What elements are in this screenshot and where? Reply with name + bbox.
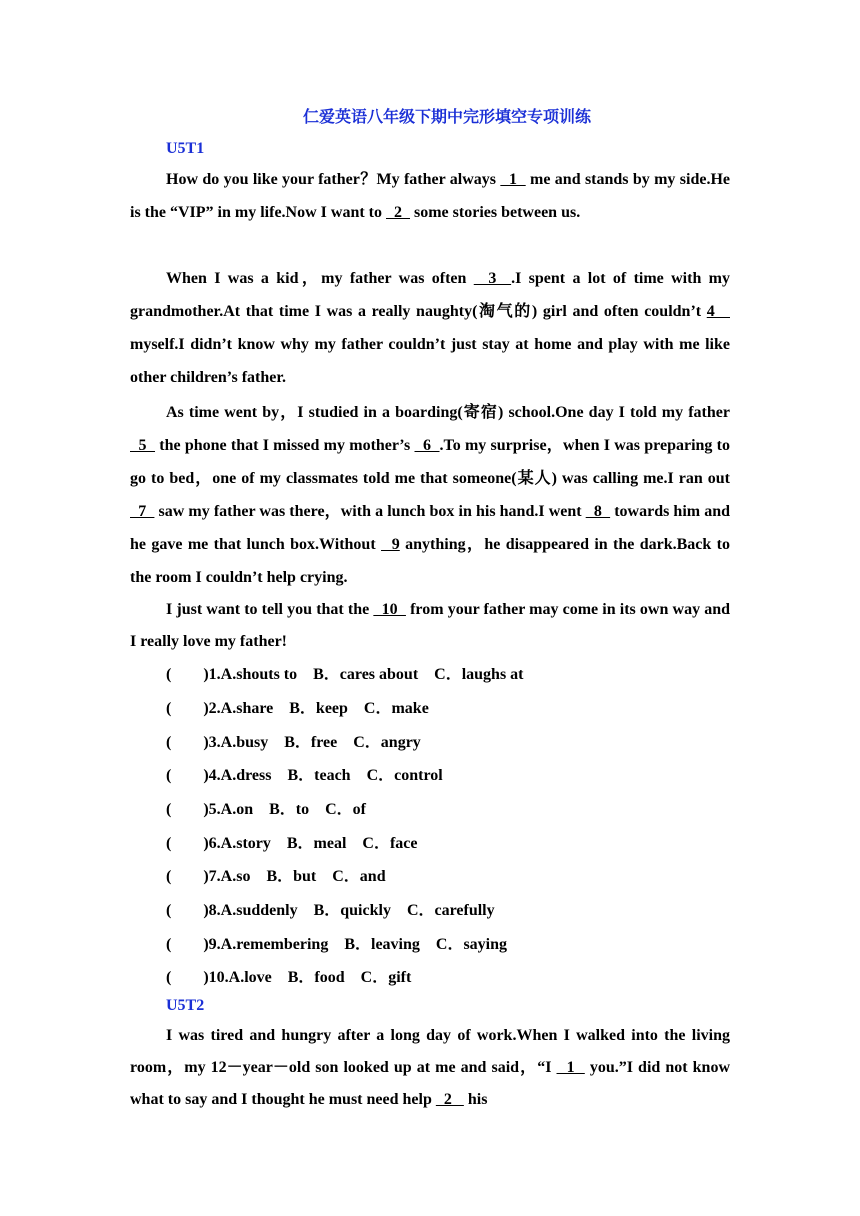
passage-text: saw my father was there，with a lunch box in his hand.I went [154, 503, 586, 520]
answer-blank: 7 [130, 503, 155, 520]
answer-blank: 9 [381, 536, 400, 553]
passage-text: When I was a kid，my father was often [166, 270, 474, 287]
option-line: ( )2.A.share B．keep C．make [166, 700, 429, 717]
passage-text: .To my surprise，when I was preparing to go to bed，one of my classmates told me that someone(某人) was calling me.I ran out [130, 437, 731, 487]
section-heading-u5t2: U5T2 [166, 997, 205, 1014]
passage-text: .I spent a lot of time with my grandmother.At that time I was a really naughty(淘气的) girl and often couldn’t [130, 270, 731, 320]
option-line: ( )5.A.on B．to C．of [166, 801, 366, 818]
answer-blank: 4 [706, 303, 730, 320]
passage-paragraph [130, 163, 730, 229]
document-title: 仁爱英语八年级下期中完形填空专项训练 [302, 107, 591, 126]
passage-paragraph [130, 1020, 730, 1116]
option-line: ( )1.A.shouts to B．cares about C．laughs at [166, 666, 524, 683]
option-line: ( )10.A.love B．food C．gift [166, 969, 412, 986]
passage-text: towards him and he gave me that lunch box.Without [130, 503, 731, 553]
answer-blank: 2 [435, 1091, 464, 1108]
answer-blank: 10 [373, 601, 406, 618]
answer-blank: 1 [500, 171, 526, 188]
answer-blank: 8 [585, 503, 611, 520]
option-line: ( )4.A.dress B．teach C．control [166, 767, 443, 784]
option-line: ( )8.A.suddenly B．quickly C．carefully [166, 902, 495, 919]
passage-text: you.”I did not know what to say and I thought he must need help [130, 1059, 731, 1108]
passage-text: anything，he disappeared in the dark.Back to the room I couldn’t help crying. [130, 536, 731, 586]
option-line: ( )3.A.busy B．free C．angry [166, 734, 421, 751]
passage-text: his [463, 1091, 488, 1108]
passage-text: me and stands by my side.He is the “VIP” in my life.Now I want to [130, 171, 730, 221]
option-line: ( )6.A.story B．meal C．face [166, 835, 418, 852]
section-heading-u5t1: U5T1 [166, 140, 205, 157]
passage-text: some stories between us. [410, 204, 581, 221]
option-line: ( )9.A.remembering B．leaving C．saying [166, 936, 508, 953]
passage-text: How do you like your father？My father always [166, 171, 501, 188]
passage-paragraph [130, 262, 730, 394]
answer-blank: 2 [386, 204, 410, 221]
passage-text: the phone that I missed my mother’s [155, 437, 415, 454]
passage-paragraph [130, 594, 730, 658]
answer-blank: 6 [414, 437, 440, 454]
passage-text: As time went by，I studied in a boarding(寄宿) school.One day I told my father [166, 404, 730, 421]
passage-text: from your father may come in its own way and I really love my father! [130, 601, 731, 650]
option-line: ( )7.A.so B．but C．and [166, 868, 386, 885]
passage-text: I was tired and hungry after a long day of work.When I walked into the living room，my 12－year－old son looked up at me and said，“I [130, 1027, 730, 1076]
passage-paragraph [130, 396, 730, 594]
passage-text: myself.I didn’t know why my father couldn’t just stay at home and play with me like other children’s father. [130, 336, 730, 386]
passage-text: I just want to tell you that the [166, 601, 374, 618]
answer-blank: 1 [556, 1059, 585, 1076]
answer-blank: 5 [130, 437, 156, 454]
answer-blank: 3 [473, 270, 512, 287]
